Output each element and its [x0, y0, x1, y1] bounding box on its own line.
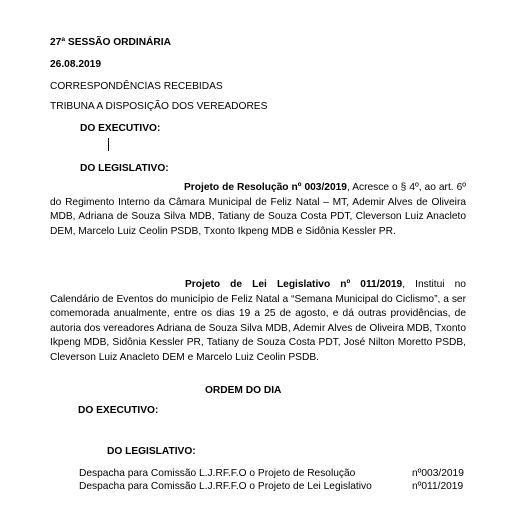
session-date: 26.08.2019 [50, 59, 101, 70]
ordem-do-dia-heading: ORDEM DO DIA [205, 385, 282, 396]
executivo-heading: DO EXECUTIVO: [80, 123, 161, 134]
despacho-number-1: nº003/2019 [412, 468, 464, 479]
resolucao-paragraph [50, 181, 466, 239]
text-cursor [108, 138, 109, 151]
despacho-item-1: Despacha para Comissão L.J.RF.F.O o Projeto de Resolução [79, 468, 356, 479]
despacho-number-2: nº011/2019 [412, 481, 464, 492]
despacho-item-2: Despacha para Comissão L.J.RF.F.O o Projeto de Lei Legislativo [79, 481, 372, 492]
lei-text: , Institui no Calendário de Eventos do município de Feliz Natal a “Semana Municipal do Ciclismo”, a ser comemorada anualmente, entre os dias 19 a 25 de agosto, e dá outras providências, de autoria dos vereadores Adriana de Souza Silva MDB, Ademir Alves de Oliveira MDB, Txonto Ikpeng MDB, Sidônia Kessler PR, Tatiany de Souza Costa PDT, José Nilton Moretto PSDB, Cleverson Luiz Anacleto DEM e Marcelo Luiz Ceolin PSDB. [50, 279, 467, 363]
correspondence-heading: CORRESPONDÊNCIAS RECEBIDAS [50, 81, 223, 92]
legislativo-heading-2: DO LEGISLATIVO: [107, 446, 196, 457]
legislativo-heading: DO LEGISLATIVO: [80, 163, 169, 174]
tribuna-heading: TRIBUNA A DISPOSIÇÃO DOS VEREADORES [50, 101, 268, 112]
executivo-heading-2: DO EXECUTIVO: [78, 405, 159, 416]
lei-title: Projeto de Lei Legislativo nº 011/2019 [185, 279, 403, 290]
resolucao-text: , Acresce o § 4º, ao art. 6º do Regimento Interno da Câmara Municipal de Feliz Natal – MT, Ademir Alves de Oliveira MDB, Adriana de Souza Silva MDB, Tatiany de Souza Costa PDT, Cleverson Luiz Anacleto DEM, Marcelo Luiz Ceolin PSDB, Txonto Ikpeng MDB e Sidônia Kessler PR. [50, 182, 466, 237]
lei-paragraph [50, 278, 466, 365]
resolucao-title: Projeto de Resolução nº 003/2019 [184, 182, 347, 193]
session-title: 27ª SESSÃO ORDINÁRIA [50, 37, 171, 48]
